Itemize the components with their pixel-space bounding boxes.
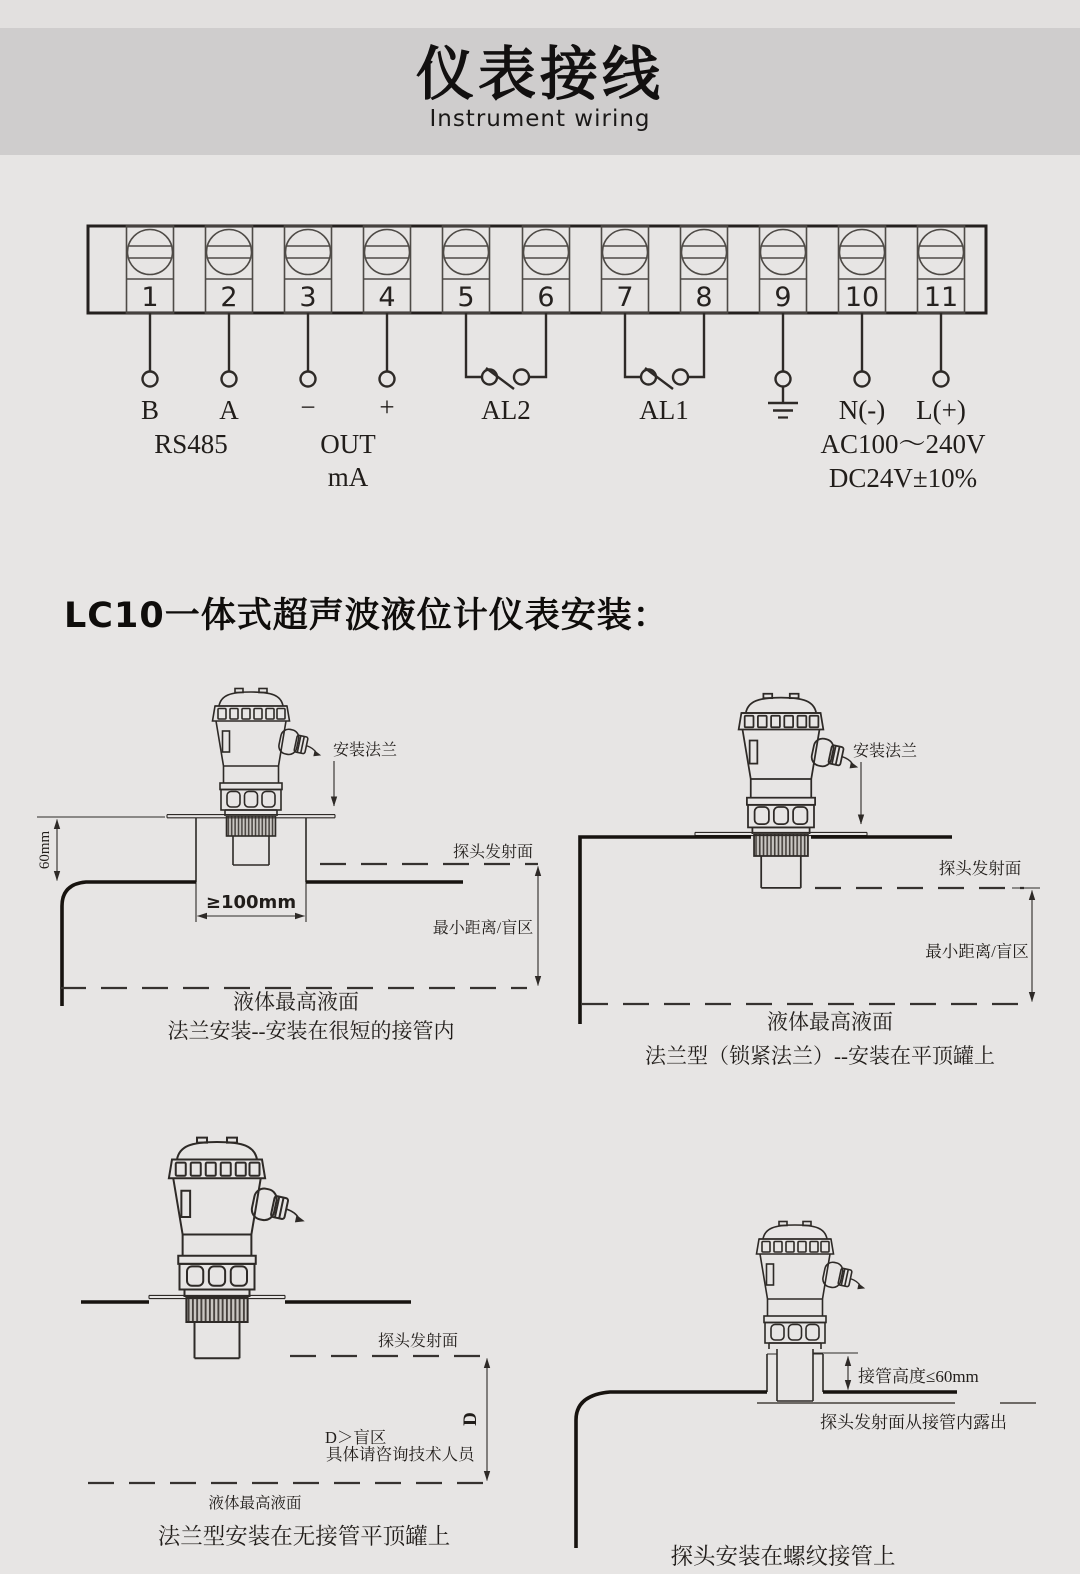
- terminal-number: 11: [923, 282, 959, 313]
- probe-exposed-label: 探头发射面从接管内露出: [820, 1413, 1007, 1432]
- terminal-cell: [918, 226, 965, 313]
- terminal-cell: [681, 226, 728, 313]
- install-diagram-flange-short-nozzle: [37, 689, 538, 1044]
- diagram-caption: 法兰型（锁紧法兰）--安装在平顶罐上: [645, 1044, 995, 1068]
- terminal-number: 5: [457, 282, 475, 313]
- dim-60mm-label: 60mm: [37, 830, 53, 870]
- label-out: OUT: [320, 429, 376, 459]
- nozzle-height-label: 接管高度≤60mm: [858, 1367, 979, 1386]
- earth-ground-icon: [768, 313, 798, 418]
- sensor-drawing: [213, 689, 326, 866]
- page-subtitle: Instrument wiring: [429, 106, 651, 132]
- blind-zone-label: 最小距离/盲区: [432, 920, 534, 937]
- signal-a: A: [219, 395, 239, 425]
- terminal-number: 9: [774, 282, 792, 313]
- terminal-cell: [364, 226, 411, 313]
- diagram-caption: 法兰安装--安装在很短的接管内: [167, 1019, 455, 1043]
- blind-zone-label: 最小距离/盲区: [925, 942, 1029, 961]
- flange-callout-label: 安装法兰: [853, 743, 918, 760]
- terminal-cell: [443, 226, 490, 313]
- label-rs485: RS485: [154, 429, 228, 459]
- terminal-number: 6: [537, 282, 555, 313]
- terminal-number: 8: [695, 282, 713, 313]
- signal-al2: AL2: [481, 395, 531, 425]
- sensor-drawing: [169, 1138, 310, 1359]
- terminal-cell: [127, 226, 174, 313]
- signal-plus: +: [379, 392, 395, 422]
- signal-n: N(-): [838, 395, 886, 425]
- max-liquid-label: 液体最高液面: [767, 1010, 893, 1034]
- tank-roof-left: [576, 1392, 767, 1548]
- terminal-number: 4: [378, 282, 396, 313]
- relay-switch-al1-icon: [625, 313, 704, 389]
- flange-callout-label: 安装法兰: [333, 742, 398, 759]
- signal-l: L(+): [916, 395, 966, 425]
- terminal-cell: [839, 226, 886, 313]
- diagram-caption: 法兰型安装在无接管平顶罐上: [157, 1524, 451, 1549]
- probe-face-label: 探头发射面: [452, 844, 534, 861]
- max-liquid-label: 液体最高液面: [208, 1495, 302, 1512]
- signal-al1: AL1: [639, 395, 689, 425]
- consult-note: 具体请咨询技术人员: [326, 1445, 475, 1464]
- terminal-cell: [602, 226, 649, 313]
- terminal-number: 10: [844, 282, 880, 313]
- label-ma: mA: [327, 462, 369, 492]
- wiring-labels: [141, 392, 986, 493]
- page-title: 仪表接线: [415, 40, 664, 108]
- wiring-lines: [143, 313, 949, 418]
- terminal-number: 1: [141, 282, 159, 313]
- install-diagram-no-nozzle: [81, 1138, 497, 1549]
- nozzle-walls: [767, 1354, 823, 1392]
- install-diagram-locking-flange: [580, 694, 1040, 1068]
- sensor-drawing: [739, 694, 863, 888]
- terminal-block: [88, 226, 986, 493]
- label-dc-range: DC24V±10%: [828, 463, 978, 493]
- install-diagram-threaded-nozzle: [576, 1222, 1036, 1570]
- terminal-cell: [285, 226, 332, 313]
- tank-roof-left: [580, 837, 751, 1024]
- terminal-cell: [206, 226, 253, 313]
- probe-face-label: 探头发射面: [377, 1333, 459, 1350]
- dim-100mm-label: ≥100mm: [205, 892, 297, 913]
- diagram-caption: 探头安装在螺纹接管上: [670, 1544, 896, 1569]
- distance-d-label: D: [460, 1412, 481, 1426]
- terminal-cell: [760, 226, 807, 313]
- max-liquid-label: 液体最高液面: [233, 990, 359, 1014]
- sensor-drawing: [757, 1222, 870, 1350]
- section-heading: LC10一体式超声波液位计仪表安装：: [64, 596, 669, 636]
- terminal-number: 2: [220, 282, 238, 313]
- probe-face-label: 探头发射面: [938, 859, 1022, 878]
- signal-b: B: [140, 395, 160, 425]
- signal-minus: −: [300, 392, 316, 422]
- probe-body: [777, 1349, 813, 1401]
- terminal-number: 3: [299, 282, 317, 313]
- label-ac-range: AC100～240V: [820, 429, 986, 459]
- relay-switch-al2-icon: [466, 313, 546, 389]
- terminal-cells: [127, 226, 965, 313]
- blind-zone-note: D＞盲区: [325, 1428, 387, 1447]
- terminal-cell: [523, 226, 570, 313]
- terminal-number: 7: [616, 282, 634, 313]
